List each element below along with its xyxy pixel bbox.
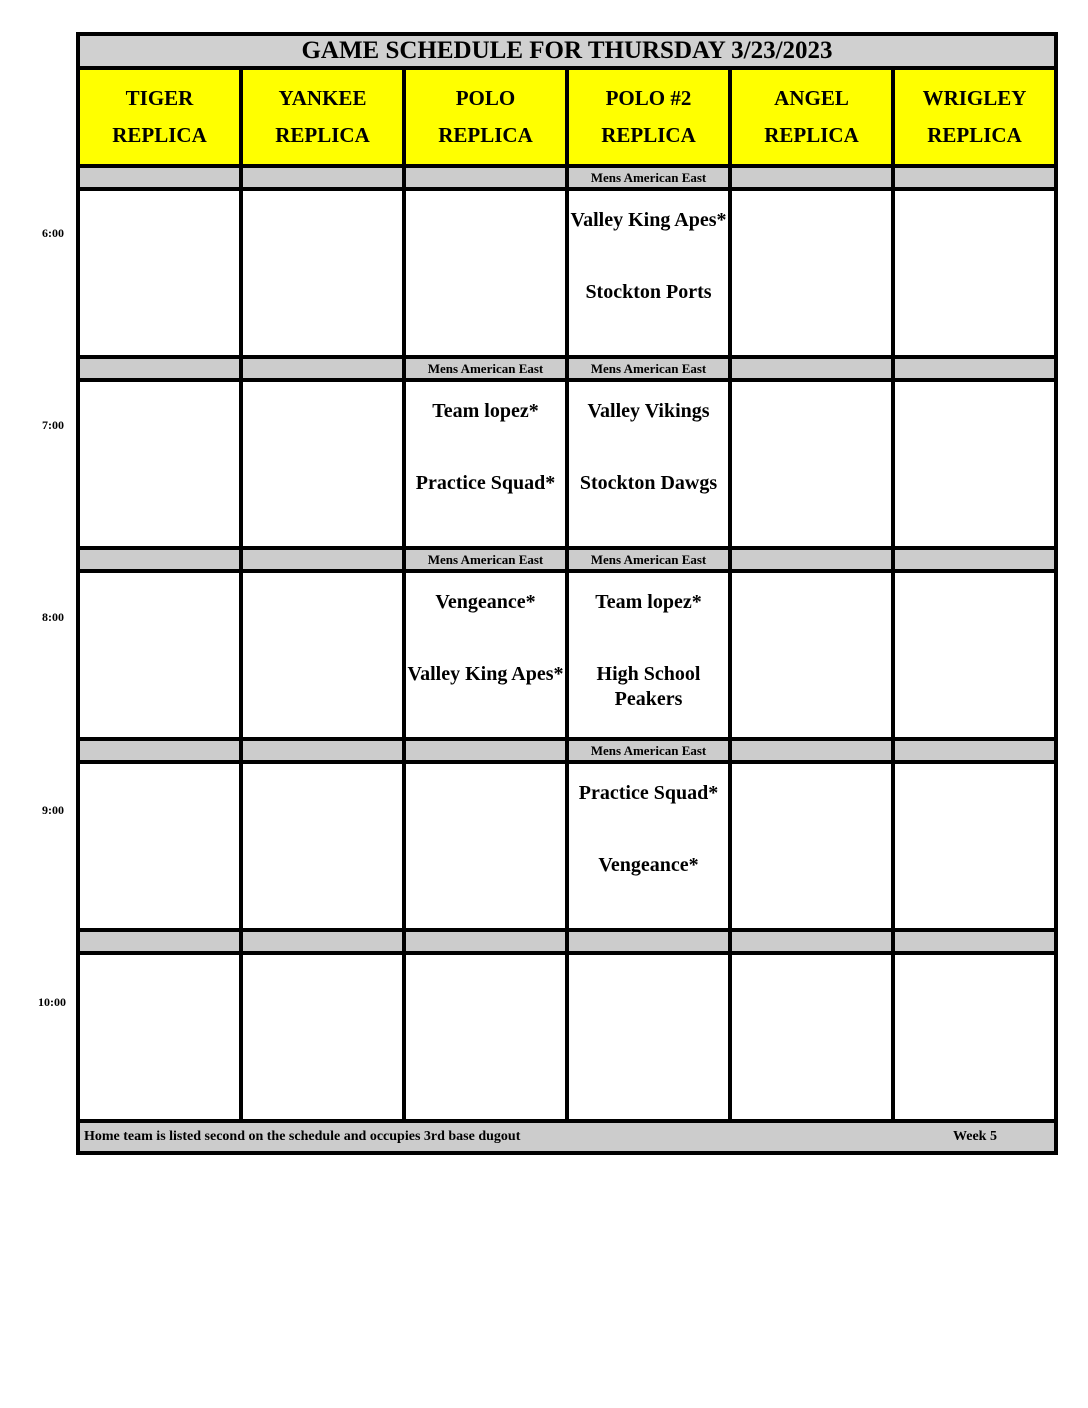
game-row bbox=[78, 762, 1056, 930]
home-team: Practice Squad* bbox=[415, 472, 556, 494]
field-name: WRIGLEY bbox=[922, 86, 1027, 110]
game-cell bbox=[730, 380, 893, 548]
game-cell bbox=[730, 953, 893, 1121]
footer-row bbox=[78, 1121, 1056, 1153]
field-header bbox=[404, 68, 567, 166]
game-cell bbox=[404, 571, 567, 739]
division-label bbox=[893, 357, 1056, 380]
game-row bbox=[78, 953, 1056, 1121]
game-row bbox=[78, 571, 1056, 739]
game-cell bbox=[404, 953, 567, 1121]
division-label bbox=[241, 357, 404, 380]
schedule-table bbox=[76, 32, 1058, 1155]
game-cell bbox=[241, 953, 404, 1121]
game-cell bbox=[567, 380, 730, 548]
game-cell bbox=[730, 189, 893, 357]
division-label bbox=[404, 930, 567, 953]
field-type: REPLICA bbox=[927, 123, 1022, 147]
field-name: POLO #2 bbox=[605, 86, 692, 110]
division-row bbox=[78, 357, 1056, 380]
field-type: REPLICA bbox=[275, 123, 370, 147]
time-label: 7:00 bbox=[42, 418, 64, 432]
division-label bbox=[241, 166, 404, 189]
game-cell bbox=[78, 380, 241, 548]
division-row bbox=[78, 739, 1056, 762]
field-name: ANGEL bbox=[774, 86, 849, 110]
division-label bbox=[893, 930, 1056, 953]
game-row bbox=[78, 189, 1056, 357]
division-label bbox=[730, 357, 893, 380]
division-label: Mens American East bbox=[404, 357, 567, 380]
division-label: Mens American East bbox=[567, 548, 730, 571]
home-team: Stockton Ports bbox=[585, 281, 712, 303]
field-header-row bbox=[78, 68, 1056, 166]
game-cell bbox=[404, 762, 567, 930]
field-type: REPLICA bbox=[438, 123, 533, 147]
away-team: Vengeance* bbox=[435, 591, 536, 613]
home-team: Stockton Dawgs bbox=[579, 472, 718, 494]
game-cell bbox=[241, 189, 404, 357]
division-label bbox=[893, 739, 1056, 762]
home-team: Vengeance* bbox=[598, 854, 699, 876]
division-label bbox=[567, 930, 730, 953]
home-team: High School Peakers bbox=[596, 663, 701, 710]
division-label bbox=[78, 930, 241, 953]
away-team: Practice Squad* bbox=[578, 782, 719, 804]
division-row bbox=[78, 548, 1056, 571]
division-label bbox=[78, 166, 241, 189]
field-type: REPLICA bbox=[601, 123, 696, 147]
division-label bbox=[78, 739, 241, 762]
game-cell bbox=[78, 762, 241, 930]
division-label: Mens American East bbox=[567, 357, 730, 380]
game-cell bbox=[567, 762, 730, 930]
game-cell bbox=[730, 571, 893, 739]
game-cell bbox=[241, 762, 404, 930]
game-cell bbox=[78, 953, 241, 1121]
game-cell bbox=[567, 189, 730, 357]
division-row bbox=[78, 166, 1056, 189]
schedule-title: GAME SCHEDULE FOR THURSDAY 3/23/2023 bbox=[78, 34, 1056, 68]
game-cell bbox=[893, 762, 1056, 930]
division-row bbox=[78, 930, 1056, 953]
division-label bbox=[730, 166, 893, 189]
home-team: Valley King Apes* bbox=[407, 663, 564, 685]
away-team: Team lopez* bbox=[432, 400, 539, 422]
week-label: Week 5 bbox=[953, 1129, 997, 1144]
footer bbox=[78, 1121, 1056, 1153]
field-header bbox=[241, 68, 404, 166]
away-team: Valley King Apes* bbox=[570, 209, 727, 231]
time-label: 10:00 bbox=[38, 995, 66, 1009]
game-cell bbox=[78, 571, 241, 739]
game-cell bbox=[730, 762, 893, 930]
division-label: Mens American East bbox=[567, 166, 730, 189]
field-name: TIGER bbox=[125, 86, 194, 110]
game-cell bbox=[404, 380, 567, 548]
division-label bbox=[404, 166, 567, 189]
time-label: 9:00 bbox=[42, 803, 64, 817]
division-label bbox=[730, 548, 893, 571]
field-type: REPLICA bbox=[764, 123, 859, 147]
game-cell bbox=[893, 380, 1056, 548]
division-label bbox=[404, 739, 567, 762]
game-cell bbox=[567, 571, 730, 739]
field-header bbox=[730, 68, 893, 166]
time-label: 8:00 bbox=[42, 610, 64, 624]
field-name: YANKEE bbox=[278, 86, 367, 110]
division-label bbox=[241, 548, 404, 571]
away-team: Team lopez* bbox=[595, 591, 702, 613]
division-label bbox=[730, 930, 893, 953]
footer-note: Home team is listed second on the schedule and occupies 3rd base dugout bbox=[84, 1129, 521, 1144]
division-label bbox=[241, 930, 404, 953]
division-label bbox=[78, 357, 241, 380]
division-label bbox=[893, 166, 1056, 189]
game-cell bbox=[241, 380, 404, 548]
game-cell bbox=[567, 953, 730, 1121]
game-cell bbox=[241, 571, 404, 739]
game-row bbox=[78, 380, 1056, 548]
division-label bbox=[730, 739, 893, 762]
away-team: Valley Vikings bbox=[587, 400, 710, 422]
game-cell bbox=[893, 189, 1056, 357]
division-label bbox=[893, 548, 1056, 571]
game-cell bbox=[893, 953, 1056, 1121]
division-label: Mens American East bbox=[404, 548, 567, 571]
time-label: 6:00 bbox=[42, 226, 64, 240]
game-cell bbox=[893, 571, 1056, 739]
division-label: Mens American East bbox=[567, 739, 730, 762]
division-label bbox=[241, 739, 404, 762]
game-cell bbox=[78, 189, 241, 357]
division-label bbox=[78, 548, 241, 571]
title-row bbox=[78, 34, 1056, 68]
field-type: REPLICA bbox=[112, 123, 207, 147]
field-name: POLO bbox=[455, 86, 516, 110]
game-cell bbox=[404, 189, 567, 357]
field-header bbox=[567, 68, 730, 166]
field-header bbox=[893, 68, 1056, 166]
field-header bbox=[78, 68, 241, 166]
